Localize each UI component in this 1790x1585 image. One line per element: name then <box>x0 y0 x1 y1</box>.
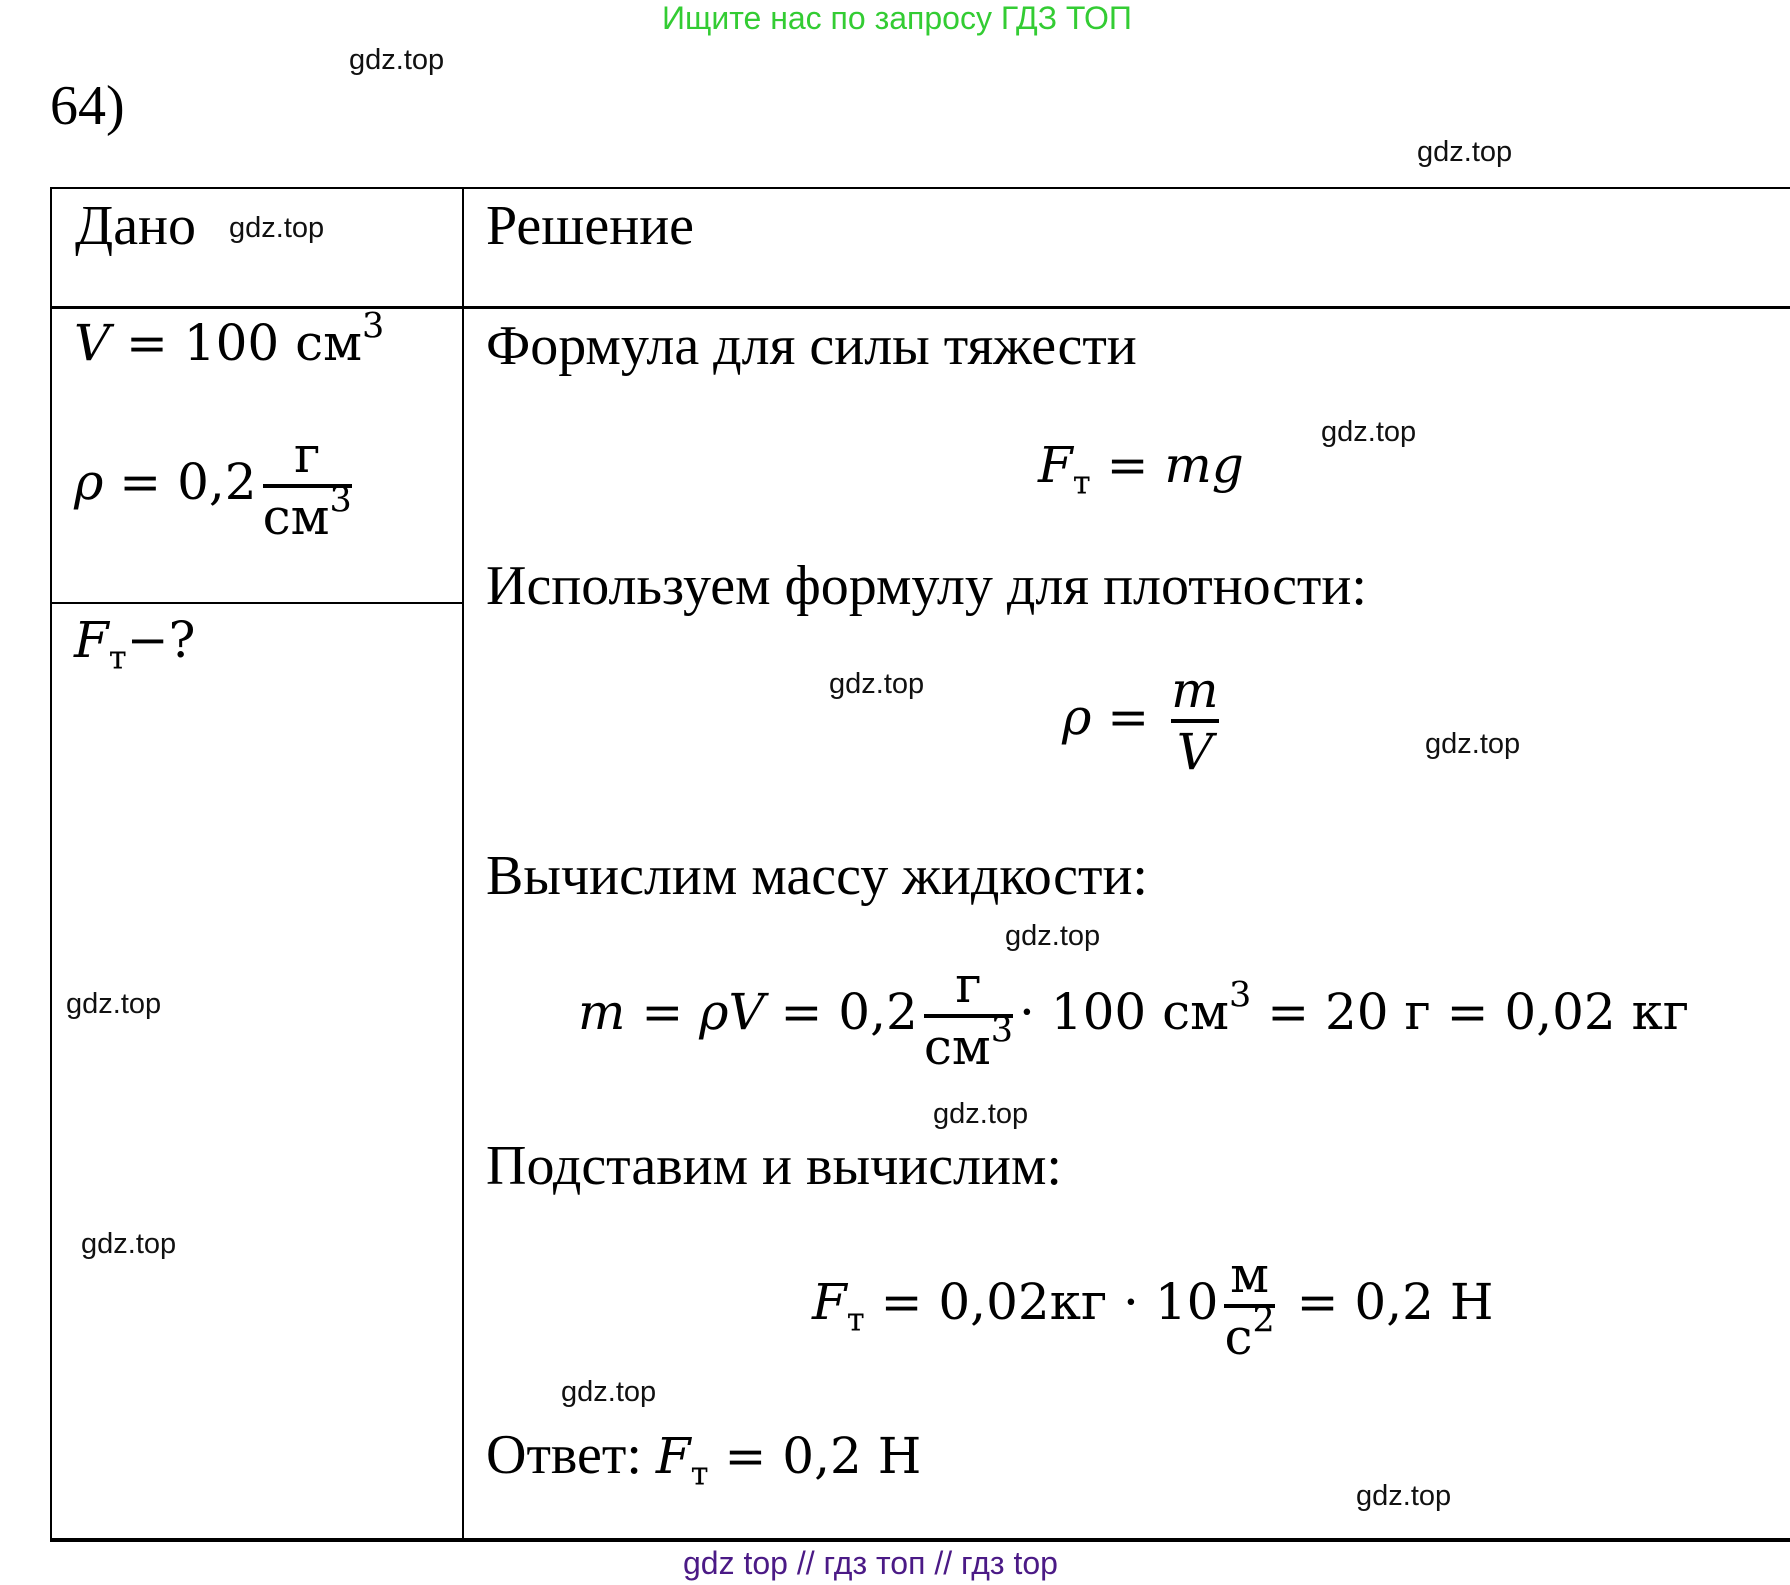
denominator-text: см <box>923 1018 991 1076</box>
watermark: gdz.top <box>229 212 325 244</box>
volume-value: · 100 см <box>1019 983 1230 1041</box>
subscript: т <box>1072 463 1091 502</box>
table-top-border <box>50 187 1790 189</box>
exponent: 3 <box>362 306 385 347</box>
equals: = <box>103 453 178 511</box>
step1-text: Формула для силы тяжести <box>486 315 1137 377</box>
rhs: mg <box>1164 436 1244 494</box>
table-column-divider <box>462 187 464 1541</box>
force-symbol: F <box>74 611 109 669</box>
calculation: = 0,02кг · 10 <box>864 1273 1219 1331</box>
force-symbol: F <box>812 1273 847 1331</box>
rho-v: ρV <box>699 983 765 1041</box>
exponent: 3 <box>329 480 352 521</box>
numerator: м <box>1230 1246 1270 1304</box>
denominator-text: см <box>262 488 330 546</box>
denominator <box>262 480 352 546</box>
question-mark: −? <box>126 611 196 669</box>
step1-formula <box>1038 436 1244 502</box>
watermark: gdz.top <box>933 1098 1029 1130</box>
step4-formula <box>812 1246 1494 1366</box>
given-density <box>74 426 358 546</box>
step4-text: Подставим и вычислим: <box>486 1135 1062 1197</box>
equals: = <box>1091 688 1166 746</box>
step3-formula <box>578 956 1690 1076</box>
equals: = <box>625 983 700 1041</box>
given-header: Дано <box>75 195 197 257</box>
step3-text: Вычислим массу жидкости: <box>486 845 1148 907</box>
table-left-border <box>50 187 52 1541</box>
watermark: gdz.top <box>81 1228 177 1260</box>
answer-value: = 0,2 Н <box>708 1427 922 1485</box>
watermark: gdz.top <box>561 1376 657 1408</box>
subscript: т <box>108 638 127 677</box>
mass-result: = 20 г = 0,02 кг <box>1251 983 1690 1041</box>
solution-header: Решение <box>486 195 695 257</box>
denominator: V <box>1176 723 1213 781</box>
watermark: gdz.top <box>1417 136 1513 168</box>
density-fraction <box>1171 661 1219 781</box>
answer-formula <box>655 1427 922 1493</box>
step2-text: Используем формулу для плотности: <box>486 555 1367 617</box>
answer-label: Ответ: <box>486 1424 656 1486</box>
denominator <box>1224 1300 1275 1366</box>
numerator: г <box>955 956 982 1014</box>
mass-symbol: m <box>578 983 626 1041</box>
table-bottom-border <box>50 1538 1790 1542</box>
acceleration-unit-fraction <box>1224 1246 1275 1366</box>
density-symbol: ρ <box>1062 688 1092 746</box>
given-volume <box>74 306 385 372</box>
watermark: gdz.top <box>1425 728 1521 760</box>
density-symbol: ρ <box>74 453 104 511</box>
watermark: gdz.top <box>829 668 925 700</box>
top-banner: Ищите нас по запросу ГДЗ ТОП <box>662 0 1132 36</box>
subscript: т <box>846 1300 865 1339</box>
exponent: 3 <box>1229 975 1252 1016</box>
watermark: gdz.top <box>1321 416 1417 448</box>
table-header-divider <box>50 306 1790 309</box>
exponent: 3 <box>990 1010 1014 1051</box>
step2-formula <box>1062 661 1225 781</box>
watermark: gdz.top <box>66 988 162 1020</box>
force-symbol: F <box>655 1427 691 1485</box>
watermark: gdz.top <box>349 44 445 76</box>
numerator: m <box>1171 661 1219 719</box>
denominator <box>923 1010 1014 1076</box>
bottom-banner: gdz top // гдз топ // гдз top <box>683 1545 1058 1581</box>
problem-number: 64) <box>50 75 125 137</box>
given-find-divider <box>50 602 464 604</box>
density-unit-fraction <box>262 426 352 546</box>
equals: = <box>110 314 184 372</box>
watermark: gdz.top <box>1356 1480 1452 1512</box>
equals: = <box>1090 436 1165 494</box>
subscript: т <box>690 1454 709 1493</box>
unit-fraction <box>923 956 1014 1076</box>
answer-line <box>486 1424 922 1493</box>
volume-symbol: V <box>74 314 111 372</box>
denominator-text: с <box>1224 1308 1253 1366</box>
numerator: г <box>294 426 321 484</box>
density-value: 0,2 <box>177 453 257 511</box>
result: = 0,2 Н <box>1280 1273 1494 1331</box>
find-quantity <box>74 611 196 677</box>
watermark: gdz.top <box>1005 920 1101 952</box>
volume-value: 100 см <box>183 314 363 372</box>
force-symbol: F <box>1038 436 1073 494</box>
exponent: 2 <box>1252 1300 1275 1341</box>
density-value: = 0,2 <box>764 983 918 1041</box>
